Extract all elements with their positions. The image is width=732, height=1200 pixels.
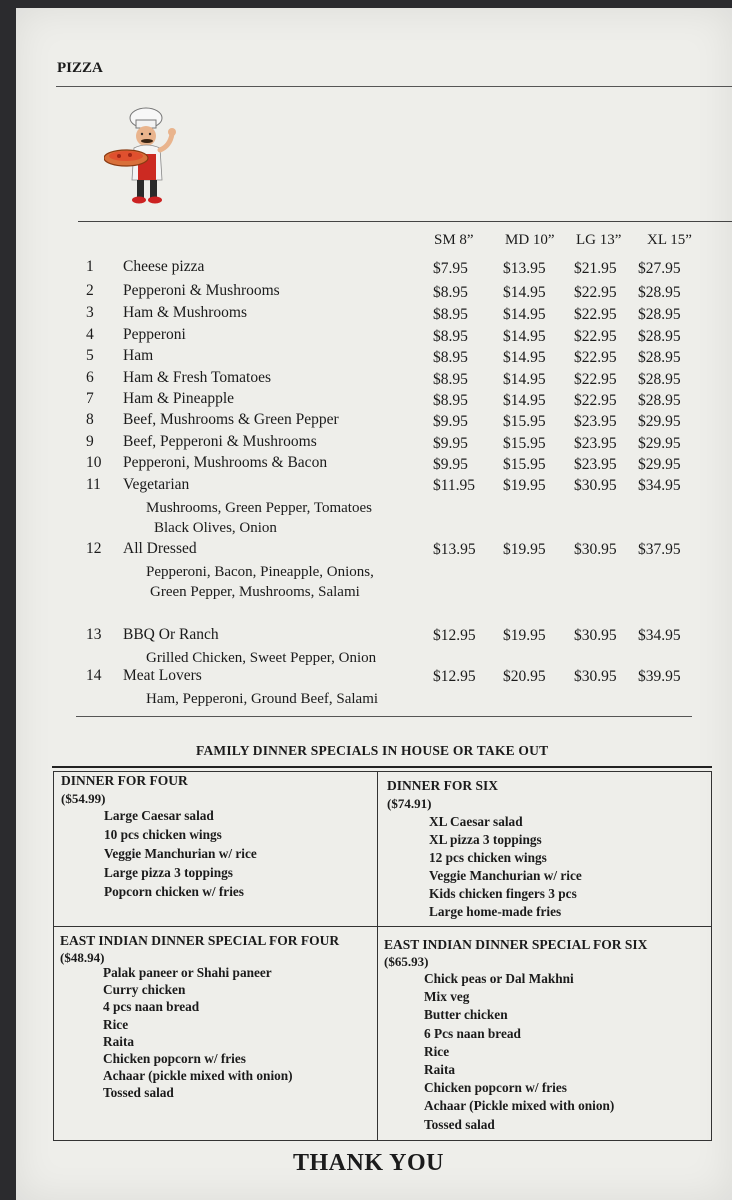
special-item: Rice <box>103 1017 129 1032</box>
special-item: Curry chicken <box>103 982 186 997</box>
special-item: Butter chicken <box>424 1007 508 1022</box>
pizza-bottom-divider <box>76 716 692 717</box>
pizza-price-lg: $30.95 <box>574 668 617 685</box>
pizza-price-sm: $7.95 <box>433 260 468 277</box>
specials-heading: FAMILY DINNER SPECIALS IN HOUSE OR TAKE OUT <box>196 743 549 758</box>
pizza-price-lg: $23.95 <box>574 413 617 430</box>
special-item: Raita <box>424 1062 456 1077</box>
pizza-price-sm: $11.95 <box>433 477 476 494</box>
pizza-details: Pepperoni, Bacon, Pineapple, Onions, <box>146 564 374 580</box>
pizza-number: 3 <box>86 304 94 321</box>
specials-divider <box>52 766 712 768</box>
pizza-row <box>16 433 732 455</box>
special-price: ($74.91) <box>387 796 432 811</box>
pizza-price-sm: $9.95 <box>433 413 468 430</box>
pizza-name: All Dressed <box>123 540 197 557</box>
pizza-price-lg: $22.95 <box>574 392 617 409</box>
pizza-price-xl: $37.95 <box>638 541 681 558</box>
pizza-details: Mushrooms, Green Pepper, Tomatoes <box>146 500 372 516</box>
pizza-row <box>16 626 732 648</box>
pizza-price-md: $19.95 <box>503 477 546 494</box>
special-item: XL pizza 3 toppings <box>429 832 542 847</box>
special-item: Chicken popcorn w/ fries <box>424 1080 567 1095</box>
pizza-name: Beef, Pepperoni & Mushrooms <box>123 433 317 450</box>
pizza-number: 11 <box>86 476 101 493</box>
pizza-price-xl: $28.95 <box>638 371 681 388</box>
specials-horizontal-divider <box>53 926 711 927</box>
pizza-name: Ham & Mushrooms <box>123 304 247 321</box>
specials-vertical-divider <box>377 771 378 1140</box>
special-item: 12 pcs chicken wings <box>429 850 547 865</box>
pizza-price-lg: $30.95 <box>574 627 617 644</box>
pizza-price-md: $14.95 <box>503 349 546 366</box>
pizza-price-sm: $13.95 <box>433 541 476 558</box>
special-item: Veggie Manchurian w/ rice <box>429 868 582 883</box>
pizza-price-md: $15.95 <box>503 435 546 452</box>
special-item: Large Caesar salad <box>104 808 214 823</box>
pizza-price-md: $15.95 <box>503 456 546 473</box>
pizza-number: 14 <box>86 667 102 684</box>
pizza-price-xl: $27.95 <box>638 260 681 277</box>
pizza-row <box>16 411 732 433</box>
special-item: Raita <box>103 1034 135 1049</box>
pizza-name: Ham & Fresh Tomatoes <box>123 369 272 386</box>
pizza-price-md: $14.95 <box>503 284 546 301</box>
pizza-price-xl: $28.95 <box>638 328 681 345</box>
pizza-number: 10 <box>86 454 102 471</box>
pizza-name: Pepperoni & Mushrooms <box>123 282 280 299</box>
chef-mascot-icon <box>104 102 184 212</box>
pizza-price-sm: $8.95 <box>433 328 468 345</box>
pizza-price-lg: $21.95 <box>574 260 617 277</box>
pizza-details: Green Pepper, Mushrooms, Salami <box>150 584 360 600</box>
size-header-lg: LG 13” <box>576 232 622 248</box>
top-divider <box>56 86 732 87</box>
pizza-price-md: $14.95 <box>503 306 546 323</box>
special-item: 4 pcs naan bread <box>103 999 200 1014</box>
pizza-price-md: $13.95 <box>503 260 546 277</box>
pizza-price-md: $14.95 <box>503 328 546 345</box>
special-item: Chick peas or Dal Makhni <box>424 971 574 986</box>
pizza-number: 6 <box>86 369 94 386</box>
pizza-price-md: $20.95 <box>503 668 546 685</box>
thank-you-text: THANK YOU <box>293 1150 444 1176</box>
pizza-row <box>16 667 732 689</box>
pizza-price-lg: $30.95 <box>574 541 617 558</box>
pizza-name: Vegetarian <box>123 476 190 493</box>
pizza-name: Pepperoni, Mushrooms & Bacon <box>123 454 328 471</box>
pizza-number: 2 <box>86 282 94 299</box>
menu-header-divider <box>78 221 732 222</box>
pizza-price-md: $15.95 <box>503 413 546 430</box>
pizza-row <box>16 476 732 498</box>
special-item: Popcorn chicken w/ fries <box>104 884 244 899</box>
pizza-price-sm: $9.95 <box>433 435 468 452</box>
pizza-price-xl: $28.95 <box>638 306 681 323</box>
special-title: EAST INDIAN DINNER SPECIAL FOR SIX <box>384 937 648 952</box>
pizza-details: Black Olives, Onion <box>154 520 277 536</box>
special-item: Chicken popcorn w/ fries <box>103 1051 246 1066</box>
pizza-price-xl: $28.95 <box>638 349 681 366</box>
pizza-price-lg: $30.95 <box>574 477 617 494</box>
pizza-price-sm: $8.95 <box>433 392 468 409</box>
pizza-name: Pepperoni <box>123 326 186 343</box>
special-title: DINNER FOR FOUR <box>61 773 188 788</box>
special-item: Palak paneer or Shahi paneer <box>103 965 272 980</box>
pizza-price-xl: $29.95 <box>638 435 681 452</box>
pizza-price-lg: $23.95 <box>574 435 617 452</box>
special-item: Rice <box>424 1044 450 1059</box>
pizza-price-sm: $8.95 <box>433 349 468 366</box>
pizza-price-sm: $8.95 <box>433 306 468 323</box>
pizza-row <box>16 326 732 348</box>
pizza-row <box>16 347 732 369</box>
special-title: DINNER FOR SIX <box>387 778 499 793</box>
special-item: Mix veg <box>424 989 470 1004</box>
pizza-row <box>16 390 732 412</box>
pizza-price-xl: $28.95 <box>638 392 681 409</box>
pizza-price-xl: $28.95 <box>638 284 681 301</box>
pizza-row <box>16 304 732 326</box>
special-item: Tossed salad <box>103 1085 174 1100</box>
special-item: Achaar (pickle mixed with onion) <box>103 1068 293 1083</box>
pizza-details: Grilled Chicken, Sweet Pepper, Onion <box>146 650 377 666</box>
size-header-md: MD 10” <box>505 232 555 248</box>
pizza-row <box>16 282 732 304</box>
special-item: 10 pcs chicken wings <box>104 827 222 842</box>
pizza-number: 9 <box>86 433 94 450</box>
pizza-number: 5 <box>86 347 94 364</box>
pizza-price-md: $14.95 <box>503 392 546 409</box>
special-item: Veggie Manchurian w/ rice <box>104 846 257 861</box>
pizza-number: 1 <box>86 258 94 275</box>
special-title: EAST INDIAN DINNER SPECIAL FOR FOUR <box>60 933 340 948</box>
pizza-price-md: $14.95 <box>503 371 546 388</box>
pizza-price-lg: $22.95 <box>574 284 617 301</box>
pizza-number: 7 <box>86 390 94 407</box>
pizza-row <box>16 454 732 476</box>
pizza-number: 12 <box>86 540 102 557</box>
pizza-price-sm: $8.95 <box>433 284 468 301</box>
pizza-price-lg: $22.95 <box>574 306 617 323</box>
pizza-price-md: $19.95 <box>503 627 546 644</box>
pizza-price-sm: $8.95 <box>433 371 468 388</box>
pizza-price-lg: $22.95 <box>574 371 617 388</box>
pizza-price-sm: $12.95 <box>433 668 476 685</box>
pizza-name: BBQ Or Ranch <box>123 626 219 643</box>
pizza-price-sm: $12.95 <box>433 627 476 644</box>
pizza-price-lg: $22.95 <box>574 349 617 366</box>
pizza-price-xl: $39.95 <box>638 668 681 685</box>
pizza-details: Ham, Pepperoni, Ground Beef, Salami <box>146 691 379 707</box>
pizza-price-xl: $34.95 <box>638 627 681 644</box>
special-item: Large home-made fries <box>429 904 562 919</box>
pizza-name: Ham & Pineapple <box>123 390 235 407</box>
pizza-number: 8 <box>86 411 94 428</box>
pizza-price-md: $19.95 <box>503 541 546 558</box>
size-header-xl: XL 15” <box>647 232 692 248</box>
special-item: XL Caesar salad <box>429 814 523 829</box>
pizza-name: Cheese pizza <box>123 258 205 275</box>
special-item: Tossed salad <box>424 1117 495 1132</box>
pizza-section-title: PIZZA <box>57 60 103 76</box>
special-price: ($48.94) <box>60 950 105 965</box>
special-item: Large pizza 3 toppings <box>104 865 233 880</box>
pizza-row <box>16 540 732 562</box>
special-item: 6 Pcs naan bread <box>424 1026 521 1041</box>
pizza-price-sm: $9.95 <box>433 456 468 473</box>
pizza-name: Beef, Mushrooms & Green Pepper <box>123 411 339 428</box>
pizza-row <box>16 258 732 280</box>
pizza-price-lg: $22.95 <box>574 328 617 345</box>
pizza-name: Ham <box>123 347 154 364</box>
pizza-number: 4 <box>86 326 94 343</box>
special-item: Achaar (Pickle mixed with onion) <box>424 1098 615 1113</box>
pizza-price-xl: $34.95 <box>638 477 681 494</box>
size-header-sm: SM 8” <box>434 232 474 248</box>
pizza-name: Meat Lovers <box>123 667 202 684</box>
pizza-number: 13 <box>86 626 102 643</box>
pizza-row <box>16 369 732 391</box>
special-item: Kids chicken fingers 3 pcs <box>429 886 577 901</box>
menu-page <box>16 8 732 1200</box>
special-price: ($54.99) <box>61 791 106 806</box>
pizza-price-xl: $29.95 <box>638 456 681 473</box>
pizza-price-lg: $23.95 <box>574 456 617 473</box>
pizza-price-xl: $29.95 <box>638 413 681 430</box>
special-price: ($65.93) <box>384 954 429 969</box>
